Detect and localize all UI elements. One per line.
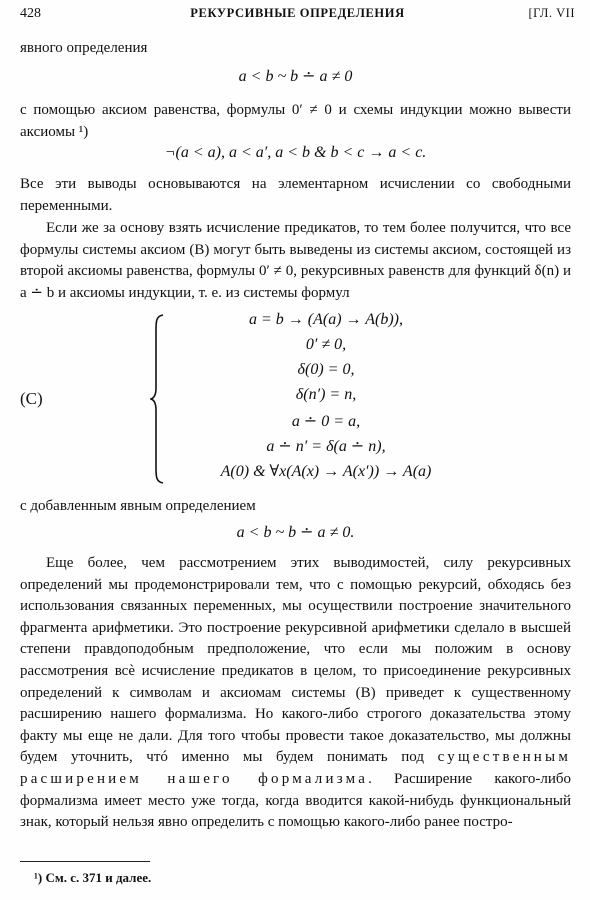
system-line: A(0) & ∀x(A(x) → A(x′)) → A(a) bbox=[220, 463, 432, 480]
paragraph-3: Все эти выводы основываются на элементарном исчислении со свободными переменными. bbox=[20, 176, 571, 214]
formula-definition: a < b ~ b ∸ a ≠ 0 bbox=[238, 68, 353, 85]
formula-axioms: ¬(a < a), a < a′, a < b & b < c → a < c. bbox=[164, 144, 427, 161]
footnote: ¹) См. с. 371 и далее. bbox=[34, 870, 152, 885]
system-label: (C) bbox=[20, 389, 43, 408]
page-number: 428 bbox=[20, 6, 41, 21]
spaced-emphasis: существенным расширением нашего формализма bbox=[20, 749, 572, 787]
chapter-label: [ГЛ. VII bbox=[528, 6, 575, 20]
paragraph-1: явного определения bbox=[20, 40, 148, 56]
system-line: a ∸ n′ = δ(a ∸ n), bbox=[266, 438, 386, 455]
formula-system bbox=[150, 311, 480, 487]
system-line: 0′ ≠ 0, bbox=[305, 336, 347, 353]
system-line: δ(0) = 0, bbox=[297, 361, 355, 378]
system-line: a ∸ 0 = a, bbox=[291, 413, 361, 430]
left-brace-icon bbox=[150, 314, 164, 484]
paragraph-2: с помощью аксиом равенства, формулы 0′ ≠ 0 и схемы индукции можно вывести аксиомы ¹) bbox=[20, 102, 571, 140]
paragraph-5: с добавленным явным определением bbox=[20, 498, 256, 514]
running-title: РЕКУРСИВНЫЕ ОПРЕДЕЛЕНИЯ bbox=[190, 6, 405, 20]
system-line: δ(n′) = n, bbox=[295, 386, 357, 403]
paragraph-6-end: . Расширение какого-либо формализма имеет место уже тогда, когда вводится какой-нибудь функциональный знак, который нельзя явно определить с помощью какого-либо ранее постро- bbox=[20, 770, 571, 831]
paragraph-4: Если же за основу взять исчисление предикатов, то тем более получится, что все формулы системы аксиом (B) могут быть выведены из системы аксиом, состоящей из второй аксиомы равенства, формулы 0′ ≠ 0, рекурсивных равенств для функций δ(n) и a ∸ b и аксиомы индукции, т. е. из системы формул bbox=[20, 220, 571, 301]
footnote-rule bbox=[20, 861, 150, 862]
formula-definition-repeat: a < b ~ b ∸ a ≠ 0. bbox=[236, 524, 355, 541]
paragraph-6 bbox=[20, 553, 571, 834]
page-header bbox=[20, 6, 575, 26]
paragraph-6-text: Еще более, чем рассмотрением этих выводимостей, силу рекурсивных определений мы продемонстрировали тем, что с помощью рекурсий, обходясь без использования связанных переменных, мы осуществили построение значительного фрагмента арифметики. Это построение рекурсивной арифметики сделало в высшей степени правдоподобным предположение, что если мы положим в основу рассмотрения всѐ исчисление предикатов в целом, то присоединение рекурсивных определений к символам и аксиомам системы (B) приведет к существенному расширению нашего формализма. Но какого-либо строгого доказательства этому факту мы еще не дали. Для того чтобы провести такое доказательство, мы должны будем уточнить, чтó именно мы будем понимать под bbox=[20, 555, 571, 766]
system-line: a = b → (A(a) → A(b)), bbox=[248, 311, 404, 328]
